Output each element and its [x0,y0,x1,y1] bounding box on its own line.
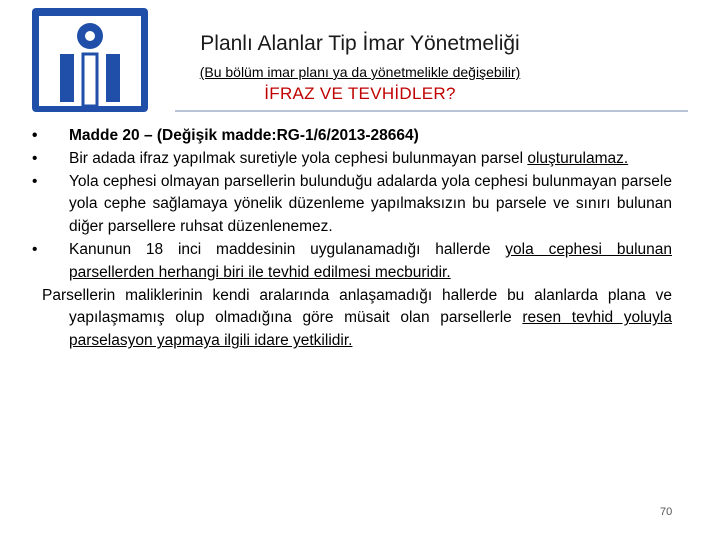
bullet-item-ifraz [32,148,672,171]
bullet-text: Kanunun 18 inci maddesinin uygulanamadığı hallerde [69,240,491,258]
bullet-text: Bir adada ifraz yapılmak suretiyle yola cephesi bulunmayan parsel [69,149,524,167]
page-subtitle: (Bu bölüm imar planı ya da yönetmelikle değişebilir) [199,64,521,80]
section-title: İFRAZ VE TEVHİDLER? [264,84,456,103]
slide-content [32,125,672,353]
paragraph-text: Parsellerin maliklerinin kendi aralarında anlaşamadığı hallerde bu alanlarda plana ve yapılaşmamış olup olmadığına göre müsait olan parsellerle [42,286,672,327]
logo-left-bar [60,54,74,102]
logo-dot-hole [85,31,95,41]
page-title: Planlı Alanlar Tip İmar Yönetmeliği [200,32,520,55]
page-number: 70 [660,506,673,518]
header-divider [175,110,688,112]
paragraph-text-underlined: resen tevhid yoluyla parselasyon yapmaya ilgili idare yetkilidir. [69,309,672,350]
closing-paragraph [42,285,672,353]
bullet-item-article [32,125,672,148]
bullet-marker: • [32,127,38,144]
bullet-text: Madde 20 – (Değişik madde:RG-1/6/2013-28664) [69,127,419,144]
logo-center-bar [83,54,97,106]
bullet-text-underlined: oluşturulamaz. [527,149,629,167]
institution-logo [30,6,150,114]
bullet-item-no-frontage [32,171,672,239]
logo-right-bar [106,54,120,102]
bullet-item-article-18 [32,239,672,285]
bullet-marker: • [32,172,38,190]
bullet-text-underlined: yola cephesi bulunan parsellerden herhangi biri ile tevhid edilmesi mecburidir. [69,240,672,281]
bullet-marker: • [32,240,38,258]
bullet-marker: • [32,149,38,167]
bullet-text: Yola cephesi olmayan parsellerin bulunduğu adalarda yola cephesi bulunmayan parsele yola cephe sağlamaya yönelik düzenleme yapılmaksızın bu parsele ve sınırı bulunan diğer parsellere ruhsat düzenlenemez. [69,172,672,236]
